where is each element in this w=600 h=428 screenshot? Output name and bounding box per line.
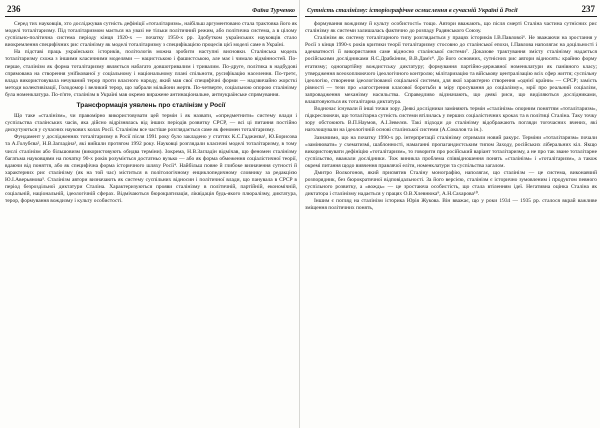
page-number: 236 <box>7 4 21 14</box>
page-gutter <box>299 0 300 428</box>
body-paragraph: Фундамент у дослідженнях тоталітаризму в Росії після 1991 року було закладено у статтях К.С.Гаджиєва¹, Ю.Борисова та А.Голубєва², Н.В.Загладіна³, які вийшли протягом 1992 року. Науковці розглядали класичні моделі тоталітаризму, в тому числі сталінізм або більшовизм (використовують обидва терміни). Зокрема, Н.В.Загладін відмічав, що феномен сталінізму багатьма науковцями на початку 90-х років розуміється достатньо вузько — або як форма обмеження соціалістичної теорії, вдаючи від поняття, або як специфічна форма історичного шляху Росії⁴. Найбільш повне й глибоке визначення сутності й характерних рис сталінізму (як на той час) міститься в політологічному енциклопедичному словнику за редакцією Ю.І.Аверьянова⁵. Сталінізм автори визначають як систему суспільних відносин і політичної влади, що панувала в СРСР в період безроздільної диктатури Сталіна. Характеризуються прояви сталінізму в політичній, партійній, економічній, соціальній, національній, ідеологічній сферах. Відмічаються бюрократизація, ліквідація будь-якого плюралізму, диктатура, терор, формування вождизму і культу особистості. <box>5 134 297 205</box>
running-head-title: Сутність сталінізму: історіографічне осмислення в сучасній Україні й Росії <box>307 7 518 14</box>
body-paragraph: Водночас існували й інші точки зору. Деякі дослідники заміняють термін «сталінізм» опорним поняттям «тоталітаризм», підкреслюючи, що тоталітарна сутність системи втілилась у перших соціалістичних кроках та в політиці Сталіна. Таку точку зору обстоюють В.П.Наумов, А.І.Зевелєв. Такі підходи до сталінізму відображають погляди тогочасних вчених, які наголошували на ідеологічній основі сталінської системи (А.Соколов та ін.). <box>305 106 597 134</box>
right-page-body <box>305 21 597 213</box>
body-paragraph: Дмитро Волкогонов, який присвятив Сталіну монографію, наполягає, що сталінізм — це система, виконавчий розпорядник, без бюрократичної відповідальності. За його версією, сталінізм є історично зумовленим і продуктом певного суспільного розвитку, а «вождь» — це зростаюча особистість, що стала втіленням ідеї. Негативна оцінка Сталіна як диктатора і сталінізму надається у працях О.В.Хлевнюка⁹, А.Н.Сахарова¹⁰. <box>305 169 597 198</box>
section-heading: Трансформація уявлень про сталінізм у Росії <box>76 102 226 110</box>
left-page-header <box>5 4 297 17</box>
body-paragraph: Зазначимо, що на початку 1990-х рр. інтерпретації сталінізму отримали новий ракурс. Терміни «тоталітаризм» почали «замінювати» у схематизмі, шаблонності, намаганні пропагандистським типом Заходу, російських ліберальних кіл. Якщо використовувати дефініцію «тоталітаризм», то говорити про російський варіант тоталітаризму, а не про так зване тоталітарне суспільство, вважали дослідники. Тож виникла проблема співвідношення понять «сталінізм» і «тоталітаризм», а також окремі питання щодо вивчення правлячої еліти, номенклатури та суспільства загалом. <box>305 134 597 169</box>
left-page-body <box>5 21 297 205</box>
page-number: 237 <box>581 4 595 14</box>
running-head-author: Фаїна Турченко <box>252 7 295 14</box>
right-page-header <box>305 4 597 17</box>
body-paragraph: Що таке «сталінізм», чи правомірно використовувати цей термін і як назвати, «опредметнити» систему влади і суспільства сталінських часів, яка дійсно відрізнялась від інших періодів розвитку СРСР, — всі ці питання постійно дискутуються у сучасних наукових колах Росії. Сталінізм все частіше розглядається саме як феномен тоталітаризму. <box>5 113 297 134</box>
body-paragraph: Іншим є погляд на сталінізм історика Юрія Жукова. Він вважає, що у роки 1934 — 1935 рр. сталося вкрай важливе зміщення політичних понять, <box>305 198 597 212</box>
body-paragraph: Серед тих науковців, хто досліджував сутність дефініції «тоталітаризм», наібільш аргументовано стала трактовка його як моделі тоталітаризму. Під тоталітаризмом мається на увазі не тільки політичний режим, або політична система, а в цілому суспільно-політична система періоду кінця 1920-х — початку 1950-х рр. Здобутком українських науковців стало виокремлення специфічних рис сталінізму як моделі тоталітаризму з специфікацією процесів цієї моделі саме в Україні. <box>5 21 297 49</box>
right-page <box>305 4 597 424</box>
body-paragraph: На підставі праць українських істориків, політологів можна зробити наступні висновки. Сталінська модель тоталітаризму схожа з іншими класичними моделями — нацистською і фашистською, але має і чимало відмінностей. По-перше, сталінізм як форма тоталітаризму являється набагато довшотривалим і тривалим. По-друге, політика в надбудові спрямована на створення унifікованої у соціальному і національному плані спільноти, русифікацію населення. По-третє, влада використовувала нечуваний терор проти власного народу, який мав свої специфічні форми — надзвичайно жорсткі методи колективізації, Голодомор і великий терор, що забрали мільйони жертв. По-четверте, соціальною опорою сталінізму була номенклатура. По-п'яте, сталінізм в Україні мав окремо виражене антинаціональне, антиукраїнське спрямування. <box>5 49 297 98</box>
body-paragraph: формування вождизму й культу особистості» тощо. Автори вважають, що після смерті Сталіна частина сутнісних рис сталінізму як системи залишалась фактично до розпаду Радянського Союзу. <box>305 21 597 35</box>
left-page <box>5 4 297 424</box>
body-paragraph: Сталінізм як систему тоталітарного типу розглядається у працях істориків І.В.Павлової⁶. Не зважаючи на зростання у Росії з кінця 1990-х років критики теорії тоталітаризму стосовно до сталінської епохи, І.Павлова наполягає на доцільності і адекватності її використання саме відносно сталінської системи⁷. Доказове трактування змісту сталінізму надається російськими дослідниками Я.С.Драбкіним, В.В.Дам'є⁸. До його основних, сутнісних рис автори відносять: крайню форму етатизму; однопартійну вождистську диктатуру; формування партійно-державної номенклатури як панівного класу; утвердження всеохоплюючого ідеологічного контролю; мілітаризацію та військову централізацію всіх сфер життя; суспільну ідеологію, створення ідеологізованої соціальної системи, для якої характерно створення «однієї країни» — СРСР; замість рівності — тези про «загострення класової боротьби в міру просування до соціалізму», мрії про реальний соціалізм, запровадження механізму насильства. Справедливо відзначають, що деякі риси, що виділяються дослідниками, влаштовуються як тоталітарна диктатура. <box>305 35 597 106</box>
